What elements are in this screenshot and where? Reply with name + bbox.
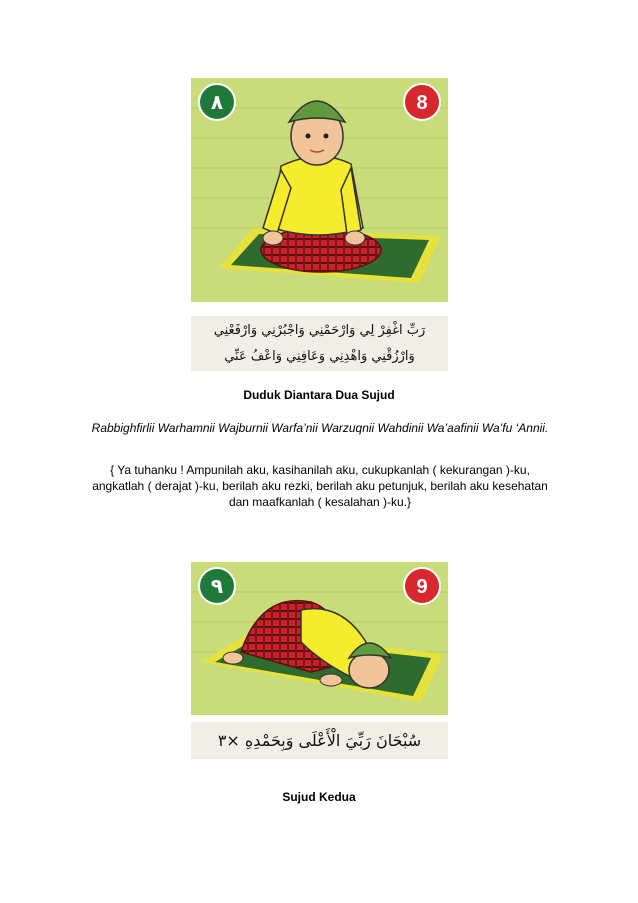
arabic-tasbih-text [191, 722, 448, 759]
section-title: Duduk Diantara Dua Sujud [243, 388, 395, 402]
arabic-line: رَبِّ اغْفِرْ لِي وَارْحَمْنِي وَاجْبُرْنِي وَارْفَعْنِي [213, 323, 426, 338]
arabic-number-badge [199, 84, 235, 120]
illustration-sujud [191, 562, 448, 715]
repeat-count: ×٣ [217, 731, 240, 750]
transliteration-text: Rabbighfirlii Warhamnii Wajburnii Warfa’nii Warzuqnii Wahdinii Wa’aafinii Wa’fu ‘Annii. [91, 421, 549, 435]
svg-text:٩: ٩ [210, 574, 224, 598]
arabic-prayer-text [191, 316, 448, 371]
svg-text:8: 8 [416, 92, 428, 114]
translation-text: { Ya tuhanku ! Ampunilah aku, kasihanilah aku, cukupkanlah ( kekurangan )-ku, angkatlah ( derajat )-ku, berilah aku rezki, berilah aku petunjuk, berilah aku kesehatan dan maafkanlah ( kesalahan )-ku.} [92, 463, 548, 509]
svg-text:٨: ٨ [210, 90, 224, 114]
number-badge [404, 568, 440, 604]
section-title: Sujud Kedua [282, 790, 356, 804]
illustration-duduk [191, 78, 448, 302]
arabic-number-badge [199, 568, 235, 604]
arabic-line: سُبْحَانَ رَبِّيَ الْأَعْلَى وَبِحَمْدِهِ [244, 731, 422, 750]
arabic-line: وَارْزُقْنِي وَاهْدِنِي وَعَافِنِي وَاعْفُ عَنِّي [224, 349, 415, 364]
svg-text:9: 9 [416, 576, 428, 598]
number-badge [404, 84, 440, 120]
